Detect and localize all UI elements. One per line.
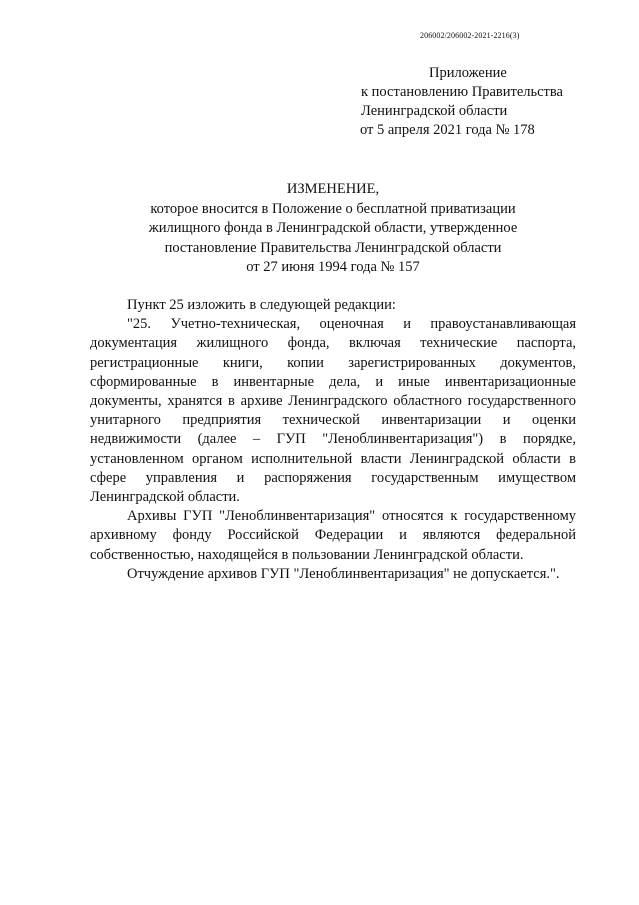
document-heading (90, 180, 576, 278)
appendix-line: от 5 апреля 2021 года № 178 (360, 122, 535, 138)
body-paragraph: Архивы ГУП "Леноблинвентаризация" относятся к государственному архивному фонду Российской Федерации и являются федеральной собственностью, находящейся в пользовании Ленинградской области. (90, 508, 576, 563)
appendix-line: к постановлению Правительства (361, 84, 563, 100)
heading-title: ИЗМЕНЕНИЕ, (286, 181, 380, 197)
document-id: 206002/206002-2021-2216(3) (420, 31, 520, 40)
body-intro: Пункт 25 изложить в следующей редакции: (127, 297, 396, 313)
appendix-line: Приложение (429, 65, 507, 81)
appendix-block (360, 64, 563, 140)
heading-line: которое вносится в Положение о бесплатной приватизации (150, 200, 516, 217)
heading-line: постановление Правительства Ленинградской области (164, 239, 502, 256)
body-paragraph: "25. Учетно-техническая, оценочная и правоустанавливающая документация жилищного фонда, включая технические паспорта, регистрационные книги, копии зарегистрированных документов, сформированные в инвентарные дела, и иные инвентаризационные документы, хранятся в архиве Ленинградского областного государственного унитарного предприятия технической инвентаризации и оценки недвижимости (далее – ГУП "Леноблинвентаризация") в порядке, установленном органом исполнительной власти Ленинградской области в сфере управления и распоряжения государственным имуществом Ленинградской области. (90, 316, 576, 506)
appendix-line: Ленинградской области (361, 103, 508, 119)
heading-line: жилищного фонда в Ленинградской области, утвержденное (148, 220, 518, 236)
body-paragraph: Отчуждение архивов ГУП "Леноблинвентаризация" не допускается.". (127, 565, 560, 582)
heading-line: от 27 июня 1994 года № 157 (246, 259, 420, 275)
document-body (90, 296, 576, 584)
